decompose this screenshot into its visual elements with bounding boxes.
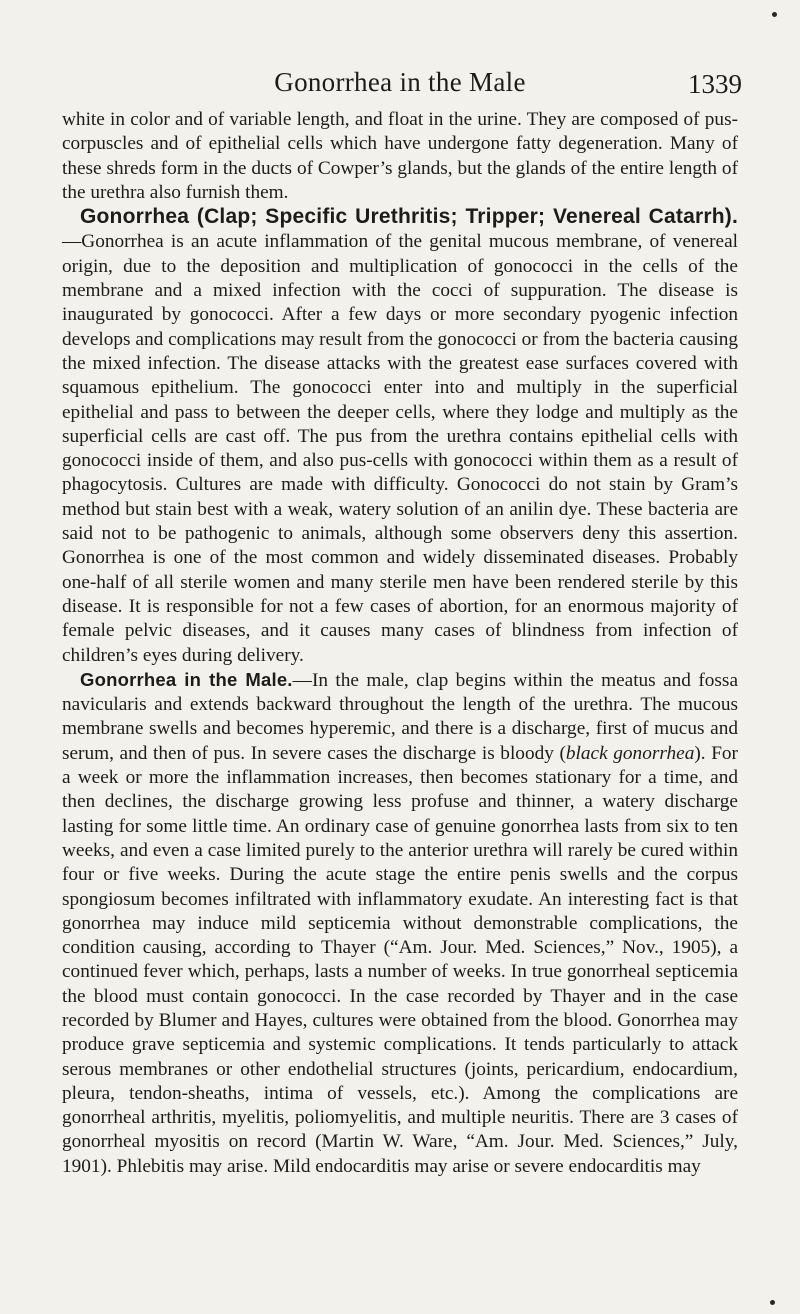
running-title: Gonorrhea in the Male xyxy=(274,67,526,97)
body-text xyxy=(62,108,738,1179)
page-header xyxy=(0,64,800,104)
paragraph-continuation: white in color and of variable length, and float in the urine. They are composed of pus-corpuscles and of epithelial cells which have undergone fatty degeneration. Many of these shreds form in the ducts of Cowper’s glands, but the glands of the entire length of the urethra also furnish them. xyxy=(62,109,738,203)
section-heading-gonorrhea: Gonorrhea (Clap; Specific Urethritis; Tripper; Venereal Catarrh). xyxy=(80,205,738,229)
paragraph-text: —In the male, clap begins within the meatus and fossa navicularis and extends backward throughout the length of the urethra. The mucous membrane swells and becomes hyperemic, and there is a discharge, first of mucus and serum, and then of pus. In severe cases the discharge is bloody ( xyxy=(62,669,738,764)
paragraph-gonorrhea-in-male xyxy=(62,668,738,1179)
paragraph-text: ). For a week or more the inflammation increases, then becomes stationary for a time, and then declines, the discharge growing less profuse and thinner, a watery discharge lasting for some little time. An ordinary case of genuine gonorrhea lasts from six to ten weeks, and even a case limited purely to the anterior urethra will rarely be cured within four or five weeks. During the acute stage the entire penis swells and the corpus spongiosum becomes infiltrated with inflammatory exudate. An interesting fact is that gonorrhea may induce mild septicemia without demonstrable complications, the condition causing, according to Thayer (“Am. Jour. Med. Sciences,” Nov., 1905), a continued fever which, perhaps, lasts a number of weeks. In true gonorrheal septicemia the blood must contain gonococci. In the case recorded by Thayer and in the case recorded by Blumer and Hayes, cultures were obtained from the blood. Gonorrhea may produce grave septicemia and systemic complications. It tends particularly to attack serous membranes or other endothelial structures (joints, pericardium, endocardium, pleura, tendon-sheaths, intima of vessels, etc.). Among the complications are gonorrheal arthritis, myelitis, poliomyelitis, and multiple neuritis. There are 3 cases of gonorrheal myositis on record (Martin W. Ware, “Am. Jour. Med. Sciences,” July, 1901). Phlebitis may arise. Mild endocarditis may arise or severe endocarditis may xyxy=(62,742,738,1177)
page-speck xyxy=(770,1300,775,1305)
page-number: 1339 xyxy=(688,69,742,99)
paragraph-text: —Gonorrhea is an acute inflammation of the genital mucous membrane, of venereal origin, due to the deposition and multiplication of gonococci in the cells of the membrane and a mixed infection with the cocci of suppuration. The disease is inaugurated by gonococci. After a few days or more secondary pyogenic infection develops and complications may result from the gonococci or from the bacteria causing the mixed infection. The disease attacks with the greatest ease surfaces covered with squamous epithelium. The gonococci enter into and multiply in the superficial epithelial and pass to between the deeper cells, where they lodge and multiply as the superficial cells are cast off. The pus from the urethra contains epithelial cells with gonococci inside of them, and also pus-cells with gonococci within them as a result of phagocytosis. Cultures are made with difficulty. Gonococci do not stain by Gram’s method but stain best with a weak, watery solution of an anilin dye. These bacteria are said not to be pathogenic to animals, although some observers deny this assertion. Gonorrhea is one of the most common and widely disseminated diseases. Probably one-half of all sterile women and many sterile men have been rendered sterile by this disease. It is responsible for not a few cases of abortion, for an enormous majority of female pelvic diseases, and it causes many cases of blindness from infection of children’s eyes during delivery. xyxy=(62,231,738,666)
section-heading-gonorrhea-in-male: Gonorrhea in the Male. xyxy=(80,668,293,690)
italic-term: black gonorrhea xyxy=(565,742,695,764)
paragraph-gonorrhea-definition xyxy=(62,205,738,668)
page-speck xyxy=(772,12,777,17)
